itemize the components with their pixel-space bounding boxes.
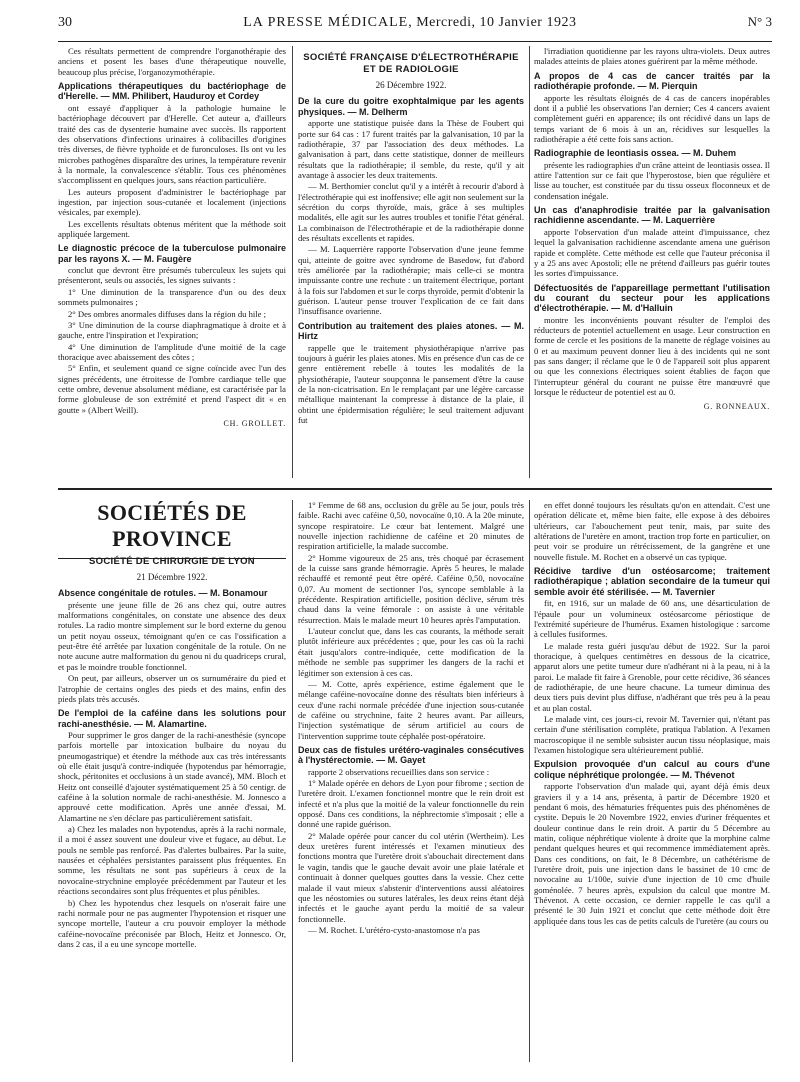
journal-title-line: LA PRESSE MÉDICALE, Mercredi, 10 Janvier 1923 bbox=[243, 15, 577, 30]
page-number: 30 bbox=[58, 15, 72, 30]
article-paragraph: L'auteur conclut que, dans les cas courants, la méthode serait plutôt inférieure aux précédentes ; que, pour les cas où la rachi était jusqu'alors contre-indiquée, cette modification de la méthode ne semble pas supprimer les dangers de la rachi et légitimer son extension à ces cas. bbox=[298, 626, 524, 678]
section-title: SOCIÉTÉS DE PROVINCE bbox=[58, 500, 286, 559]
article-paragraph: — M. Cotte, après expérience, estime également que le mélange caféine-novocaïne donne des résultats bien inférieurs à ceux d'une rachi normale précédée d'une injection sous-cutanée de caféine ou strychnine, faite 2 heures avant. Par ailleurs, l'injection systématique de sérum artificiel au cours de l'intervention supprime toute céphalée post-opératoire. bbox=[298, 678, 524, 741]
article-title-cafeine: De l'emploi de la caféine dans les solutions pour rachi-anesthésie. — M. Alamartine. bbox=[58, 708, 286, 729]
author-signature: G. RONNEAUX. bbox=[703, 401, 770, 411]
article-paragraph: Les excellents résultats obtenus méritent que la méthode soit appliquée largement. bbox=[58, 218, 286, 239]
article-body: présente les radiographies d'un crâne atteint de leontiasis ossea. Il attire l'attention sur ce fait que l'hyperostose, bien que régulière et lisse au toucher, est constituée par du tissu osseux floconneux et de condensation inégale. bbox=[534, 159, 770, 201]
article-title-bacteriophage: Applications thérapeutiques du bactériophage de d'Herelle. — MM. Philibert, Hauduroy et Cordey bbox=[58, 81, 286, 102]
article-title-appareillage: Défectuosités de l'appareillage permettant l'utilisation du courant du secteur pour les applications d'électrothérapie. — M. d'Halluin bbox=[534, 282, 770, 314]
article-title-calcul: Expulsion provoquée d'un calcul au cours d'une colique néphrétique prolongée. — M. Thévenot bbox=[534, 759, 770, 780]
list-item: 4° Une diminution de l'amplitude d'une moitié de la cage thoracique avec abaissement des côtes ; bbox=[58, 341, 286, 362]
article-paragraph: — M. Rochet. L'urétéro-cysto-anastomose n'a pas bbox=[308, 924, 480, 935]
continued-paragraph: en effet donné toujours les résultats qu'on en attendait. C'est une opération délicate et, même bien faite, elle expose à des déboires ultérieurs, car l'abouchement peut tenir, mais, par suite des altérations de l'uretère en amont, traction trop forte en particulier, on peut voir se produire un rétrécissement, de la gangrène et une nouvelle fistule. M. Rochet en a observé un cas typique. bbox=[534, 500, 770, 562]
top-column-3 bbox=[534, 46, 770, 478]
article-title-anaphrodisie: Un cas d'anaphrodisie traitée par la galvanisation rachidienne ascendante. — M. Laquerrière bbox=[534, 205, 770, 226]
bottom-column-2 bbox=[298, 500, 524, 1062]
case-paragraph: 2° Homme vigoureux de 25 ans, très choqué par écrasement de la cuisse sans grande hémorragie. Après 5 heures, le malade réchauffé et remonté peut être opéré. Caféine 0,50, novocaïne 0,07. Au moment de sectionner l'os, syncope semblable à la précédente. Respiration artificielle, position déclive, sérum très chaud dans la veine fémorale : on assiste à une véritable résurrection. Mais le malade meurt 10 heures après l'amputation. bbox=[298, 552, 524, 625]
article-paragraph: — M. Berthomier conclut qu'il y a intérêt à recourir d'abord à l'électrothérapie qui est inoffensive; elle agit non seulement sur la sécrétion du corps thyroïde, mais, grâce à ses multiples modalités, elle agit sur les autres troubles et tonifie l'état général. La combinaison de l'électrothérapie et de la radiothérapie donne des résultats excellents et rapides. bbox=[298, 181, 524, 243]
top-column-1 bbox=[58, 46, 286, 478]
article-body: présente une jeune fille de 26 ans chez qui, outre autres malformations congénitales, on constate une absence des deux rotules. La radio montre simplement sur le bord externe du genou un petit noyau osseux, témoignant qu'en ce cas l'ossification a peut-être été arrêtée par luxation congénitale de la rotule. On ne note aucune autre malformation du genou ni du quadriceps crural, et pas le moindre trouble fonctionnel. bbox=[58, 599, 286, 672]
article-title-rotules: Absence congénitale de rotules. — M. Bonamour bbox=[58, 588, 268, 599]
session-date: 21 Décembre 1922. bbox=[136, 572, 208, 582]
article-title-goitre: De la cure du goitre exophtalmique par les agents physiques. — M. Delherm bbox=[298, 96, 524, 117]
section-divider bbox=[58, 488, 772, 490]
article-body: apporte l'observation d'un malade atteint d'impuissance, chez lequel la galvanisation rachidienne ascendante amena une guérison rapide et complète. Cette méthode est celle que l'auteur préconisa il y a 25 ans avec Apostoli; elle ne prétend d'ailleurs pas guérir toutes les sortes d'impuissance. bbox=[534, 226, 770, 279]
article-body: montre les inconvénients pouvant résulter de l'emploi des réducteurs de potentiel actuellement en usage. Leur construction en forme de cercle et les positions de la manette de réglage voisines au 0 et au maximum peuvent donner lieu à des incidents qui ne sont pas sans danger; il réclame que le 0 de l'appareil soit plus apparent ou que les connexions électriques soient établies de façon que l'interrupteur général du courant ne puisse être manœuvré que lorsque le réducteur de potentiel est au 0. bbox=[534, 314, 770, 398]
list-item: b) Chez les hypotendus chez lesquels on n'oserait faire une rachi normale pour ne pas augmenter l'hypotension et risquer une syncope mortelle, l'auteur a cru pouvoir employer la méthode caféine-novocaïne préconisée par Bloch, Heitz et Jonnesco. Or, dans 2 cas, il a eu une syncope mortelle. bbox=[58, 897, 286, 949]
bottom-column-3 bbox=[534, 500, 770, 1062]
journal-title: LA PRESSE MÉDICALE bbox=[243, 15, 409, 30]
article-body: rapporte l'observation d'un malade qui, ayant déjà émis deux graviers il y a 14 ans, présenta, à partir de Décembre 1920 et pendant 6 mois, des hématuries fréquentes puis des phénomènes de cystite. Depuis le 20 Novembre 1922, envies d'uriner fréquentes et douleur continue dans le rein droit. A partir du 5 Décembre au matin, colique néphrétique violente à droite que la morphine calme pendant quelques heures et qui recommence immédiatement après. Dans ces conditions, on fait, le 8 Décembre, un cathétérisme de l'uretère droit, puis une injection dans le bassinet de 10 cmc de novocaïne au 1/100e, suivie d'une injection de 10 cmc d'huile goménolée. 7 heures après, expulsion du calcul que montre M. Thévenot. A cette occasion, ce dernier rappelle le cas qu'il a présenté le 30 Juin 1921 et conclut que cette méthode doit être appliquée dans tous les cas de petits calculs de l'uretère (au cours ou bbox=[534, 781, 770, 926]
author-signature: CH. GROLLET. bbox=[223, 418, 286, 428]
article-title-fistules: Deux cas de fistules urétéro-vaginales consécutives à l'hystérectomie. — M. Gayet bbox=[298, 744, 524, 766]
list-item: 5° Enfin, et seulement quand ce signe coïncide avec l'un des signes précédents, une étroitesse de l'ombre cardiaque telle que cette ombre, devenue absolument médiane, est caractérisée par la forme globuleuse de son extrémité et prend l'aspect dit « en goutte » (Albert Weill). bbox=[58, 363, 286, 415]
continued-paragraph: l'irradiation quotidienne par les rayons ultra-violets. Deux autres malades atteints de plaies atones guérirent par la même méthode. bbox=[534, 46, 770, 67]
list-item: 3° Une diminution de la course diaphragmatique à droite et à gauche, entre l'inspiration et l'expiration; bbox=[58, 319, 286, 341]
article-paragraph: Le malade resta guéri jusqu'au début de 1922. Sur la paroi thoracique, à quelques centimètres en dessous de la cicatrice, apparut alors une petite tumeur dure n'adhérant ni à la peau, ni à la paroi. Le malade fit faire à Grenoble, pour cette récidive, 36 séances de radiothérapie, de une heure chacune. La tumeur diminua des deux tiers puis devint plus diffuse, n'adhérant que très peu à la peau et au plan costal. bbox=[534, 640, 770, 713]
article-body: apporte les résultats éloignés de 4 cas de cancers inopérables dont il a publié les observations l'an dernier; Ces 4 cancers avaient complètement guéri en apparence; ils ont récidivé dans un laps de temps variant de 6 mois à un an, récidives sur lesquelles la radiothérapie a été cette fois sans action. bbox=[534, 92, 770, 144]
article-title-cancer: A propos de 4 cas de cancer traités par la radiothérapie profonde. — M. Pierquin bbox=[534, 70, 770, 92]
column-divider bbox=[529, 46, 530, 478]
article-title-tuberculose: Le diagnostic précoce de la tuberculose pulmonaire par les rayons X. — M. Faugère bbox=[58, 243, 286, 264]
intro-paragraph: Ces résultats permettent de comprendre l'organothérapie des anciens et posent les bases d'une thérapeutique nouvelle, beaucoup plus précise, l'organozymothérapie. bbox=[58, 46, 286, 77]
case-paragraph: 1° Femme de 68 ans, occlusion du grêle au 5e jour, pouls très faible. Rachi avec caféine 0,50, novocaïne 0,10. A la 20e minute, syncope respiratoire. Le cœur bat lentement. Malgré une nouvelle injection rachidienne de caféine et 20 minutes de respiration artificielle, la malade succombe. bbox=[298, 500, 524, 552]
list-item: 1° Malade opérée en dehors de Lyon pour fibrome ; section de l'uretère droit. L'examen fonctionnel montre que le rein droit est infecté et n'a plus que la moitié de la valeur fonctionnelle du rein opposé. Dans ces conditions, la néphrectomie s'imposait ; elle a donné une rapide guérison. bbox=[298, 778, 524, 830]
column-divider bbox=[529, 500, 530, 1062]
issue-date: Mercredi, 10 Janvier 1923 bbox=[416, 15, 577, 30]
list-item: 1° Une diminution de la transparence d'un ou des deux sommets pulmonaires ; bbox=[58, 286, 286, 308]
article-body: ont essayé d'appliquer à la pathologie humaine le bactériophage découvert par d'Herelle. Cet auteur a, d'ailleurs traité des cas de dysenterie humaine avec succès. Ils rapportent des observations d'infections urinaires à colibacilles d'origines très diverses, de fièvre typhoïde et de furonculoses. Ils ont vu les microbes pathogènes disparaître des urines, la température revenir à la normale, la convalescence s'établir. Tous ces phénomènes s'accomplissent en quelques jours, sans réaction particulière. bbox=[58, 102, 286, 186]
column-divider bbox=[292, 500, 293, 1062]
article-title-osteosarcome: Récidive tardive d'un ostéosarcome; traitement radiothérapique ; ablation secondaire de la tumeur qui semble avoir été stérilisée. — M. Tavernier bbox=[534, 566, 770, 597]
list-item: a) Chez les malades non hypotendus, après à la rachi normale, il a moi é assez souvent une douleur vive et fugace, au début. Le pouls ne semble pas renforcé. Pas d'alertes bulbaires. Par la suite, nausées et céphalées persistantes paraissent plus fréquentes. En somme, les résultats ne sont pas supérieurs à ceux de la novocaïne-strychnine employée précédemment par l'auteur et les réactions secondaires sont plus fréquentes et plus pénibles. bbox=[58, 824, 286, 897]
article-body: rapporte 2 observations recueillies dans son service : bbox=[308, 766, 490, 777]
top-column-2 bbox=[298, 46, 524, 478]
list-item: 2° Des ombres anormales diffuses dans la région du hile ; bbox=[68, 308, 267, 319]
article-body: rappelle que le traitement physiothérapique n'arrive pas toujours à guérir les plaies atones. Mis en présence d'un cas de ce genre entièrement rebelle à toutes les modalités de la physiothérapie, l'auteur soupçonna le pansement d'être la cause de la non-cicatrisation. En le remplaçant par une légère carcasse métallique maintenant la compresse à distance de la plaie, il obtint une épidermisation régulière; le seul traitement adjuvant fut bbox=[298, 342, 524, 425]
article-title-leontiasis: Radiographie de leontiasis ossea. — M. Duhem bbox=[534, 148, 737, 159]
society-heading: SOCIÉTÉ DE CHIRURGIE DE LYON bbox=[89, 556, 255, 567]
article-paragraph: On peut, par ailleurs, observer un os surnuméraire du pied et l'atrophie de certains ongles des pieds et des mains, enfin des pieds plats très accusés. bbox=[58, 673, 286, 704]
session-date: 26 Décembre 1922. bbox=[375, 80, 447, 90]
bottom-column-1 bbox=[58, 550, 286, 1062]
list-item: 2° Malade opérée pour cancer du col utérin (Wertheim). Les deux uretères furent intéressés et l'examen minutieux des fonctions montra que l'uretère droit s'abouchait directement dans le vagin, tandis que le gauche devait avoir une plaie latérale et continuait à donner quelques gouttes dans la vessie. Chez cette malade il vaut mieux s'abstenir d'interventions aussi aléatoires que les néostomies ou sutures latérales, les deux reins étant déjà infectés et le gauche ayant perdu la moitié de sa valeur fonctionnelle. bbox=[298, 830, 524, 924]
article-body: conclut que devront être présumés tuberculeux les sujets qui présenteront, seuls ou associés, les signes suivants : bbox=[58, 265, 286, 286]
article-paragraph: — M. Laquerrière rapporte l'observation d'une jeune femme qui, atteinte de goitre avec syndrome de Basedow, fut d'abord très améliorée par la radiothérapie; mais celle-ci se montra impuissante contre une rechute : un traitement électrique, portant à la fois sur l'abdomen et sur le corps thyroïde, permit d'obtenir la guérison. L'auteur pense trouver l'explication de ce fait dans l'insuffisance ovarienne. bbox=[298, 244, 524, 317]
article-body: fit, en 1916, sur un malade de 60 ans, une désarticulation de l'épaule pour un volumineux ostéosarcome périostique de l'extrémité supérieure de l'humérus. Examen histologique : sarcome à cellules fusiformes. bbox=[534, 598, 770, 640]
article-title-plaies: Contribution au traitement des plaies atones. — M. Hirtz bbox=[298, 320, 524, 342]
article-paragraph: Le malade vint, ces jours-ci, revoir M. Tavernier qui, n'étant pas certain d'une stérilisation complète, pratiqua l'ablation. A l'examen macroscopique il ne semble subsister aucun tissu néoplasique, mais l'examen histologique sera ultérieurement publié. bbox=[534, 714, 770, 756]
article-body: apporte une statistique puisée dans la Thèse de Foubert qui porte sur 64 cas : 17 furent traités par la galvanisation, 10 par la radiothérapie, 37 par l'association des deux méthodes. La galvanisation à part, dans cette statistique, donner de meilleurs résultats que la radiothérapie; il semble, du reste, qu'il y ait avantage à associer les deux traitements. bbox=[298, 118, 524, 180]
article-body: Pour supprimer le gros danger de la rachi-anesthésie (syncope parfois mortelle par intoxication bulbaire du noyau du pneumogastrique) et étendre la méthode aux cas très intéressants où elle était jusqu'à contre-indiquée (hypotendus par hémorragie, shock, péritonites et occlusions à un stade avancé), MM. Bloch et Heitz ont conseillé d'ajouter systématiquement 25 à 50 centigr. de caféine à la solution normale de rachi-anesthésie. M. Jonnesco a approuvé cette modification. Après une année d'essai, M. Alamartine ne s'en déclare pas particulièrement satisfait. bbox=[58, 730, 286, 823]
column-divider bbox=[292, 46, 293, 478]
society-heading: SOCIÉTÉ FRANÇAISE D'ÉLECTROTHÉRAPIE ET DE RADIOLOGIE bbox=[303, 52, 519, 75]
page-header bbox=[58, 14, 772, 42]
issue-number: N° 3 bbox=[747, 14, 772, 29]
article-paragraph: Les auteurs proposent d'administrer le bactériophage par ingestion, par injection sous-cutanée et localement (injections vésicales, par exemple). bbox=[58, 186, 286, 218]
